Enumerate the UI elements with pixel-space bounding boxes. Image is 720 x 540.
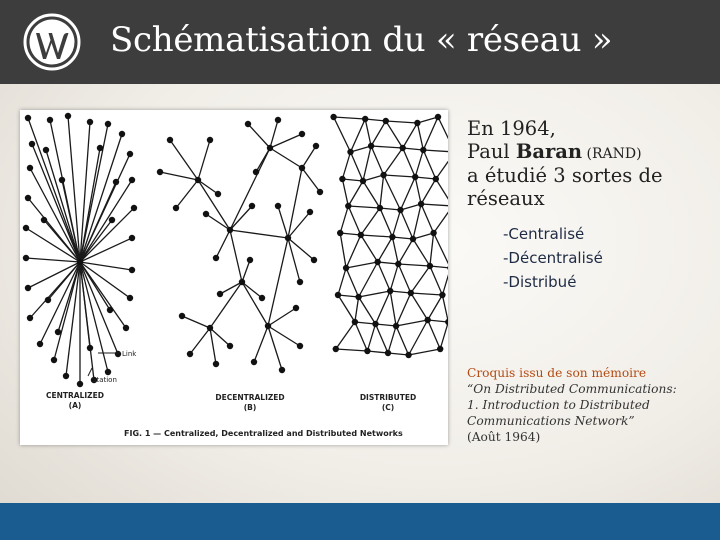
network-node [65,113,71,119]
network-link [403,123,418,148]
caption-line: Croquis issu de son mémoire [467,366,647,380]
network-node [203,211,209,217]
network-link [392,210,400,237]
station-label: Station [92,376,117,384]
network-node [115,351,121,357]
network-node [59,177,65,183]
network-node [347,149,353,155]
network-link [302,146,316,168]
network-link [423,150,448,152]
figure-caption: FIG. 1 — Centralized, Decentralized and Distributed Networks [124,429,403,438]
network-link [396,320,428,326]
network-link [338,295,355,322]
network-node [227,227,233,233]
network-node [330,114,336,120]
network-node [23,255,29,261]
network-link [380,175,384,208]
network-node [97,145,103,151]
network-link [401,177,416,210]
network-types-list [503,222,712,294]
network-node [195,177,201,183]
network-link [288,212,310,238]
network-node [352,319,358,325]
network-link [361,208,380,235]
network-node [414,120,420,126]
network-link [386,121,418,123]
network-link [409,349,441,355]
network-link [434,206,448,233]
network-link [198,140,210,180]
network-link [268,326,282,370]
caption-title-line: Communications Network” [467,414,635,428]
network-node [368,143,374,149]
network-link [278,206,288,238]
network-node [339,176,345,182]
network-link [80,262,132,270]
network-node [25,195,31,201]
caption-date: (Août 1964) [467,430,541,444]
network-node [213,361,219,367]
network-link [28,262,80,288]
network-link [413,233,434,239]
network-node [293,305,299,311]
network-link [342,179,348,206]
network-link [430,266,443,295]
network-link [340,233,346,268]
network-link [206,214,230,230]
network-node [285,235,291,241]
network-node [107,307,113,313]
network-node [41,217,47,223]
network-node [129,177,135,183]
network-node [173,205,179,211]
network-node [213,255,219,261]
network-node [253,169,259,175]
label-distributed-sub: (C) [381,403,395,412]
network-node [105,369,111,375]
list-item: -Décentralisé [503,249,603,267]
label-centralized: CENTRALIZED [46,391,104,400]
network-link [423,117,438,150]
network-link [384,148,403,175]
network-node [123,325,129,331]
network-link [302,168,320,192]
network-link [436,179,448,206]
network-node [109,217,115,223]
network-link [346,268,359,297]
network-node [333,346,339,352]
network-node [27,165,33,171]
network-link [268,238,288,326]
network-link [409,320,428,355]
station-pointer [88,368,92,376]
network-node [127,295,133,301]
wordpress-logo-icon [23,13,81,71]
network-link [182,316,210,328]
network-node [105,121,111,127]
network-link [421,204,448,206]
network-link [32,144,80,262]
network-link [411,293,443,295]
network-link [384,175,401,210]
caption-title-line: “On Distributed Communications: [467,382,677,396]
network-node [119,131,125,137]
network-node [418,201,424,207]
list-item: -Centralisé [503,225,585,243]
network-link [392,237,398,264]
intro-text-segment: Paul [467,139,516,163]
intro-line: réseaux [467,186,545,210]
network-link [428,320,441,349]
network-node [29,141,35,147]
intro-line: a étudié 3 sortes de [467,164,663,187]
network-link [398,264,430,266]
network-link [270,120,278,148]
network-link [198,180,230,230]
description-block [467,118,712,294]
intro-line: En 1964, [467,117,556,140]
network-link [396,326,409,355]
organization-name: (RAND) [582,145,642,162]
network-node [427,263,433,269]
network-node [45,297,51,303]
network-node [425,317,431,323]
network-link [288,238,300,282]
network-link [80,134,122,262]
network-link [376,291,391,324]
network-node [157,169,163,175]
network-link [415,150,423,177]
network-link [348,181,363,206]
network-node [372,321,378,327]
network-link [398,264,411,293]
network-link [220,282,242,294]
network-link [363,175,384,181]
network-link [403,148,416,177]
network-link [355,297,359,322]
network-node [412,174,418,180]
network-link [363,181,380,208]
network-node [43,147,49,153]
network-link [359,291,391,297]
network-link [398,239,413,264]
network-link [355,322,368,351]
bottom-bar [0,503,720,540]
network-node [439,292,445,298]
network-node [179,313,185,319]
network-node [297,279,303,285]
network-link [378,237,393,262]
network-link [170,140,198,180]
title-bar [0,0,720,84]
network-link [346,262,378,268]
network-link [386,121,403,148]
network-node [51,357,57,363]
network-link [348,206,380,208]
network-link [338,268,346,295]
network-link [401,210,414,239]
network-link [442,295,448,322]
network-link [190,328,210,354]
network-link [198,180,218,194]
network-link [351,146,372,152]
network-link [411,293,428,320]
network-diagram [20,110,448,445]
label-decentralized-sub: (B) [243,403,257,412]
network-node [23,225,29,231]
network-link [411,266,430,293]
network-node [335,292,341,298]
network-link [363,146,371,181]
network-node [408,290,414,296]
network-link [242,282,268,326]
network-node [37,341,43,347]
network-node [360,178,366,184]
network-link [340,206,348,233]
network-node [251,359,257,365]
network-node [375,259,381,265]
network-link [415,177,421,204]
network-link [390,291,396,326]
network-node [317,189,323,195]
network-link [346,235,361,268]
network-node [433,176,439,182]
network-link [421,179,436,204]
network-node [267,145,273,151]
network-node [393,323,399,329]
network-node [435,114,441,120]
author-name: Baran [515,139,583,163]
network-node [380,172,386,178]
network-node [345,203,351,209]
network-link [288,238,314,260]
network-node [55,329,61,335]
network-link [216,230,230,258]
network-node [27,315,33,321]
network-link [430,233,434,266]
network-link [210,282,242,328]
network-link [160,172,198,180]
label-centralized-sub: (A) [68,401,82,410]
network-node [400,145,406,151]
network-link [413,204,421,239]
network-link [388,326,396,353]
network-link [254,326,268,362]
network-node [275,203,281,209]
network-link [442,268,448,295]
network-node [389,234,395,240]
network-link [361,235,393,237]
network-link [423,150,436,179]
network-link [438,117,448,152]
network-link [417,123,423,150]
network-node [385,350,391,356]
network-node [405,352,411,358]
network-node [364,348,370,354]
network-node [397,207,403,213]
network-link [58,262,80,332]
network-node [227,343,233,349]
network-link [248,124,270,148]
network-node [167,137,173,143]
network-link [44,220,80,262]
network-link [351,152,364,181]
network-link [242,260,250,282]
network-node [249,203,255,209]
network-node [245,121,251,127]
network-link [434,233,448,268]
network-node [355,294,361,300]
network-node [275,117,281,123]
intro-text [467,118,712,210]
network-link [270,134,302,148]
network-link [336,349,368,351]
network-link [378,262,391,291]
network-link [421,204,434,233]
network-link [371,146,403,148]
network-link [351,119,366,152]
network-node [387,288,393,294]
label-decentralized: DECENTRALIZED [215,393,285,402]
network-node [430,230,436,236]
network-link [376,324,389,353]
network-node [377,205,383,211]
network-link [256,148,270,172]
network-node [297,343,303,349]
network-link [371,146,384,175]
network-node [362,116,368,122]
network-node [279,367,285,373]
network-link [230,148,270,230]
network-node [127,151,133,157]
network-node [25,285,31,291]
network-link [380,208,393,237]
network-link [390,264,398,291]
network-node [87,119,93,125]
network-node [77,259,83,265]
network-node [259,295,265,301]
network-node [239,279,245,285]
network-node [207,325,213,331]
network-node [420,147,426,153]
network-node [395,261,401,267]
network-link [334,117,366,119]
link-label: Link [122,350,137,358]
network-link [288,168,302,238]
network-link [242,282,262,298]
network-node [358,232,364,238]
network-node [445,319,448,325]
network-diagram-figure [20,110,448,445]
network-link [268,308,296,326]
network-link [359,262,378,297]
network-node [383,118,389,124]
network-node [47,117,53,123]
network-link [417,117,438,123]
network-link [176,180,198,208]
slide-title: Schématisation du « réseau » [110,20,613,60]
intro-line [467,141,712,166]
network-link [401,204,422,210]
network-node [313,143,319,149]
network-node [131,205,137,211]
network-link [436,152,448,179]
network-node [217,291,223,297]
network-link [66,262,80,376]
network-link [30,168,80,262]
network-node [299,131,305,137]
network-node [87,345,93,351]
network-link [26,258,80,262]
network-link [230,206,252,230]
network-link [396,293,411,326]
network-node [25,115,31,121]
network-node [77,381,83,387]
network-link [80,122,90,262]
network-node [410,236,416,242]
network-node [63,373,69,379]
network-link [342,152,350,179]
network-node [129,267,135,273]
network-node [207,137,213,143]
list-item: -Distribué [503,273,577,291]
network-link [440,322,448,349]
network-link [359,297,376,324]
network-link [371,121,386,146]
network-node [311,257,317,263]
label-distributed: DISTRIBUTED [359,393,417,402]
network-node [343,265,349,271]
network-link [270,148,302,168]
caption-title-line: 1. Introduction to Distributed [467,398,650,412]
network-link [365,119,371,146]
network-node [187,351,193,357]
network-node [247,257,253,263]
network-link [413,239,430,266]
source-caption [467,365,717,445]
network-link [367,324,375,351]
network-node [113,179,119,185]
network-link [230,230,288,238]
network-link [230,230,242,282]
network-node [337,230,343,236]
network-link [348,206,361,235]
network-node [129,235,135,241]
network-node [215,191,221,197]
network-node [299,165,305,171]
network-node [265,323,271,329]
network-node [307,209,313,215]
network-node [447,265,448,271]
network-node [437,346,443,352]
network-link [428,295,443,320]
network-link [384,175,416,177]
network-link [361,235,378,262]
network-link [336,322,355,349]
network-link [334,117,351,152]
